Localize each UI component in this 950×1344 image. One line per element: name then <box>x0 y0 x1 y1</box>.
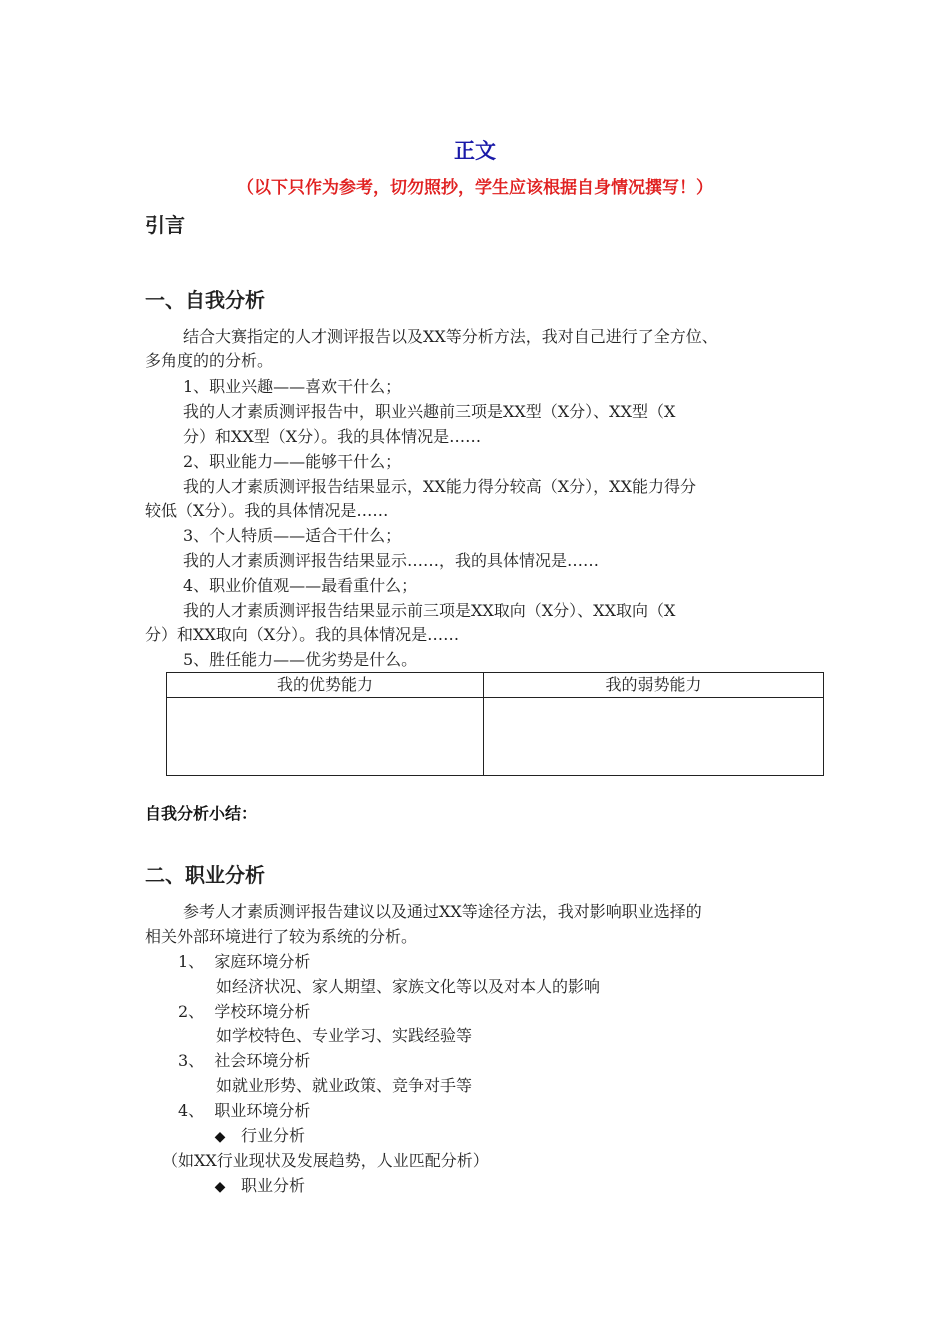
sub-item-occupation-label: 职业分析 <box>241 1176 306 1195</box>
item2-line2: 较低（X分）。我的具体情况是…… <box>145 501 389 520</box>
sub-item-industry-label: 行业分析 <box>241 1126 306 1145</box>
item5-title: 5、胜任能力——优劣势是什么。 <box>183 650 418 669</box>
s2-item1-desc: 如经济状况、家人期望、家族文化等以及对本人的影响 <box>216 977 601 996</box>
sub-item-occupation <box>213 1174 305 1199</box>
item1-title: 1、职业兴趣——喜欢干什么； <box>183 377 402 396</box>
sub-item-industry-desc: （如XX行业现状及发展趋势，人业匹配分析） <box>162 1151 489 1170</box>
section1-para-line2: 多角度的的分析。 <box>145 351 274 370</box>
intro-heading: 引言 <box>145 213 185 237</box>
strengths-column-header: 我的优势能力 <box>167 673 484 698</box>
s2-item3-desc: 如就业形势、就业政策、竞争对手等 <box>216 1076 473 1095</box>
diamond-bullet-icon: ◆ <box>214 1179 226 1195</box>
sub-item-industry <box>213 1124 305 1149</box>
diamond-bullet-icon: ◆ <box>214 1129 226 1145</box>
item3-title: 3、个人特质——适合干什么； <box>183 526 402 545</box>
section2-heading: 二、职业分析 <box>145 863 265 887</box>
item1-line2: 分）和XX型（X分）。我的具体情况是…… <box>183 427 482 446</box>
section2-para-line2: 相关外部环境进行了较为系统的分析。 <box>145 927 418 946</box>
section1-heading: 一、自我分析 <box>145 288 265 312</box>
item2-line1: 我的人才素质测评报告结果显示，XX能力得分较高（X分），XX能力得分 <box>183 477 696 496</box>
item4-line2: 分）和XX取向（X分）。我的具体情况是…… <box>145 625 460 644</box>
item2-title: 2、职业能力——能够干什么； <box>183 452 402 471</box>
section1-para-line1: 结合大赛指定的人才测评报告以及XX等分析方法，我对自己进行了全方位、 <box>183 327 718 346</box>
strengths-cell <box>167 698 484 776</box>
section2-para-line1: 参考人才素质测评报告建议以及通过XX等途径方法，我对影响职业选择的 <box>183 902 702 921</box>
s2-item3-title: 3、 社会环境分析 <box>178 1051 311 1070</box>
item3-line1: 我的人才素质测评报告结果显示……，我的具体情况是…… <box>183 551 600 570</box>
s2-item1-title: 1、 家庭环境分析 <box>178 952 311 971</box>
weaknesses-column-header: 我的弱势能力 <box>484 673 824 698</box>
item4-line1: 我的人才素质测评报告结果显示前三项是XX取向（X分）、XX取向（X <box>183 601 676 620</box>
weaknesses-cell <box>484 698 824 776</box>
item1-line1: 我的人才素质测评报告中，职业兴趣前三项是XX型（X分）、XX型（X <box>183 402 676 421</box>
item4-title: 4、职业价值观——最看重什么； <box>183 576 418 595</box>
table-header-row <box>167 673 824 698</box>
s2-item4-title: 4、 职业环境分析 <box>178 1101 311 1120</box>
strengths-weaknesses-table <box>166 672 824 776</box>
s2-item2-desc: 如学校特色、专业学习、实践经验等 <box>216 1026 473 1045</box>
document-title: 正文 <box>454 139 496 163</box>
reference-notice: （以下只作为参考，切勿照抄，学生应该根据自身情况撰写！） <box>237 178 713 198</box>
s2-item2-title: 2、 学校环境分析 <box>178 1002 311 1021</box>
self-analysis-summary: 自我分析小结： <box>145 804 258 823</box>
table-row <box>167 698 824 776</box>
